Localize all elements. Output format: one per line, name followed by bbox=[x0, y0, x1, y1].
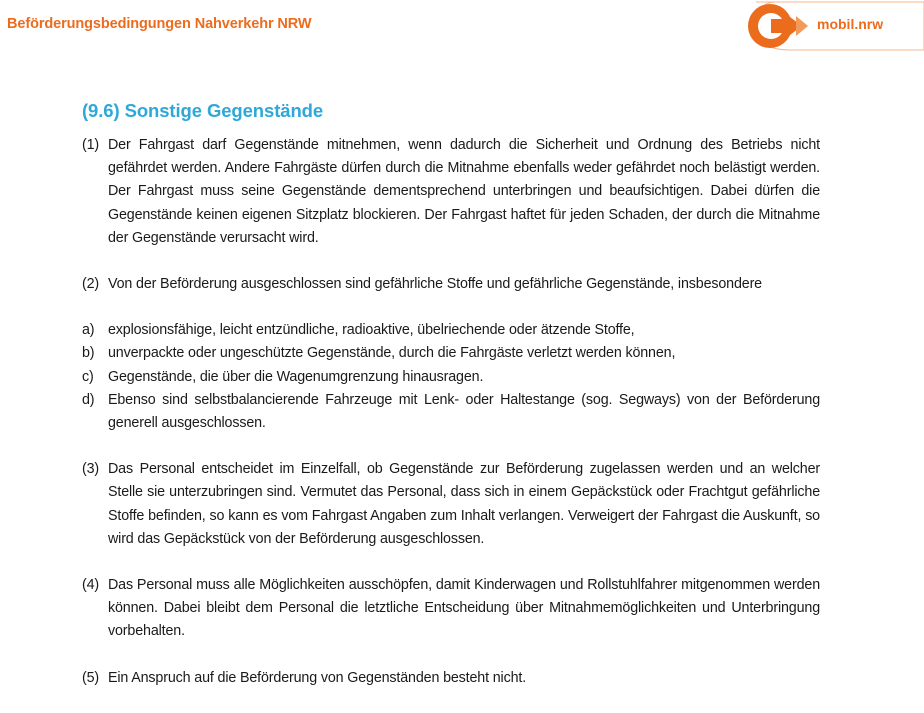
paragraph-4 bbox=[82, 574, 820, 644]
list-item bbox=[82, 319, 820, 342]
document-body bbox=[82, 134, 820, 713]
paragraph-text: Der Fahrgast darf Gegenstände mitnehmen, wenn dadurch die Sicherheit und Ordnung des Betriebs nicht gefährdet werden. Andere Fahrgäste dürfen durch die Mitnahme ebenfalls weder gefährdet noch belästigt werden. Der Fahrgast muss seine Gegenstände dementsprechend unterbringen und beaufsichtigen. Dabei dürfen die Gegenstände keinen eigenen Sitzplatz blockieren. Der Fahrgast haftet für jeden Schaden, der durch die Mitnahme der Gegenstände verursacht wird. bbox=[108, 137, 820, 246]
list-item-text: unverpackte oder ungeschützte Gegenstände, durch die Fahrgäste verletzt werden können, bbox=[108, 345, 676, 362]
section-title: (9.6) Sonstige Gegenstände bbox=[82, 100, 324, 121]
list-item-letter: b) bbox=[82, 345, 95, 362]
list-item-text: explosionsfähige, leicht entzündliche, radioaktive, übelriechende oder ätzende Stoffe, bbox=[108, 322, 635, 339]
list-item-letter: d) bbox=[82, 391, 95, 408]
paragraph-number: (2) bbox=[82, 276, 100, 293]
paragraph-number: (4) bbox=[82, 577, 100, 594]
paragraph-text: Das Personal muss alle Möglichkeiten ausschöpfen, damit Kinderwagen und Rollstuhlfahrer mitgenommen werden können. Dabei bleibt dem Personal die letztliche Entscheidung über Mitnahmemöglichkeiten und Unterbringung vorbehalten. bbox=[108, 577, 820, 640]
paragraph-1 bbox=[82, 134, 820, 250]
list-item bbox=[82, 389, 820, 435]
excluded-items-list bbox=[82, 319, 820, 435]
list-item bbox=[82, 342, 820, 365]
paragraph-text: Ein Anspruch auf die Beförderung von Gegenständen besteht nicht. bbox=[108, 669, 527, 686]
paragraph-number: (5) bbox=[82, 669, 100, 686]
mobil-nrw-logo bbox=[738, 0, 924, 56]
list-item-letter: a) bbox=[82, 322, 95, 339]
logo-text: mobil.nrw bbox=[817, 16, 884, 32]
document-header-title: Beförderungsbedingungen Nahverkehr NRW bbox=[7, 16, 312, 32]
paragraph-5 bbox=[82, 667, 820, 690]
paragraph-2 bbox=[82, 273, 820, 296]
list-item bbox=[82, 366, 820, 389]
list-item-text: Gegenstände, die über die Wagenumgrenzung hinausragen. bbox=[108, 368, 484, 385]
list-item-text: Ebenso sind selbstbalancierende Fahrzeuge mit Lenk- oder Haltestange (sog. Segways) von der Beförderung generell ausgeschlossen. bbox=[108, 391, 820, 432]
paragraph-number: (1) bbox=[82, 137, 100, 153]
paragraph-3 bbox=[82, 458, 820, 551]
paragraph-number: (3) bbox=[82, 461, 100, 478]
paragraph-text: Von der Beförderung ausgeschlossen sind gefährliche Stoffe und gefährliche Gegenstände, insbesondere bbox=[108, 276, 762, 293]
paragraph-text: Das Personal entscheidet im Einzelfall, ob Gegenstände zur Beförderung zugelassen werden und an welcher Stelle sie unterzubringen sind. Vermutet das Personal, dass sich in einem Gepäckstück oder Frachtgut gefährliche Stoffe befinden, so kann es vom Fahrgast Angaben zum Inhalt verlangen. Verweigert der Fahrgast die Auskunft, so wird das Gepäckstück von der Beförderung ausgeschlossen. bbox=[108, 461, 820, 547]
list-item-letter: c) bbox=[82, 368, 94, 385]
